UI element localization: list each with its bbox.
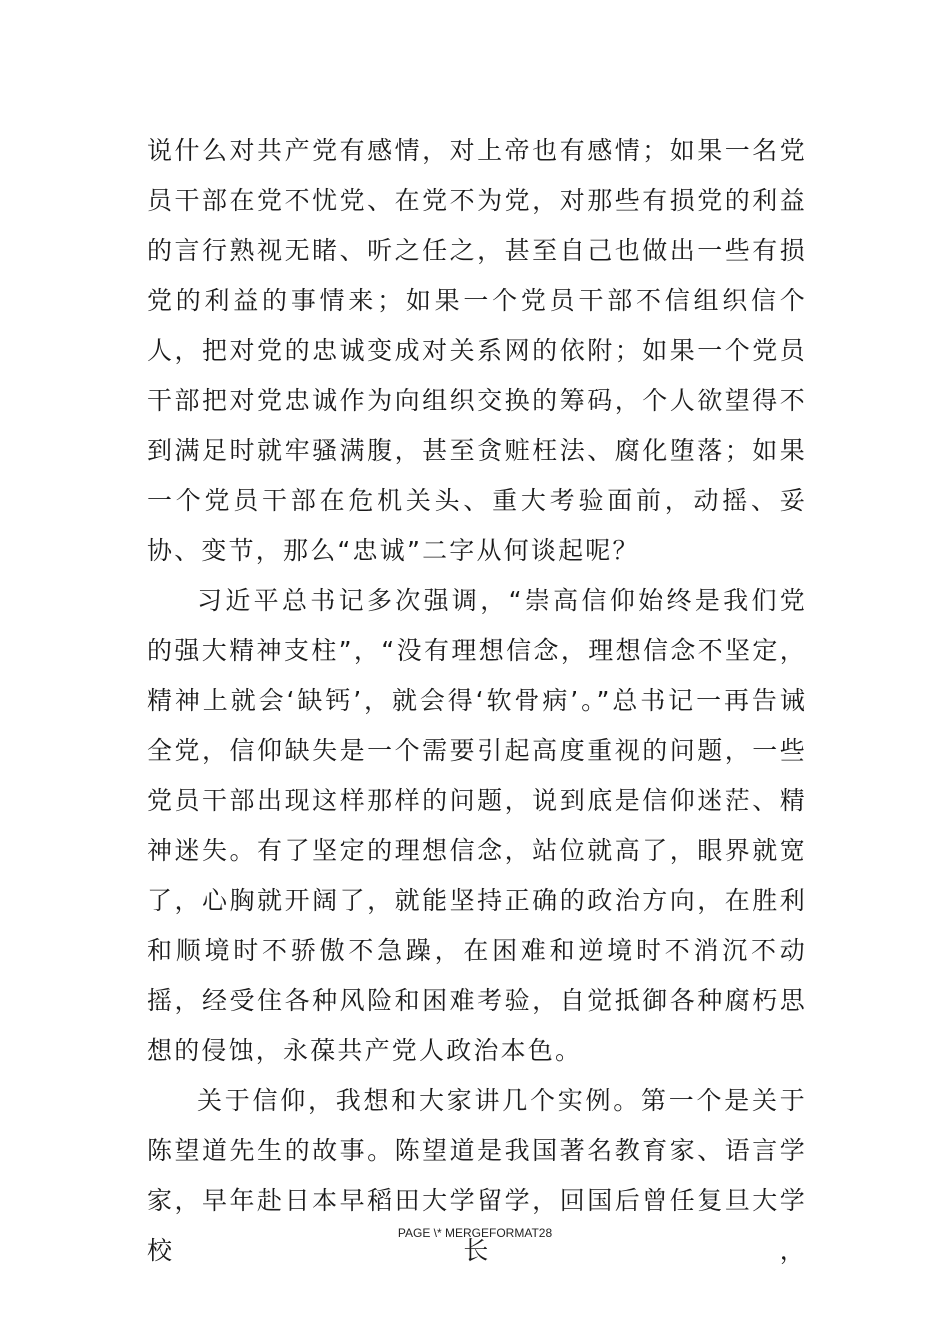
page-footer: PAGE \* MERGEFORMAT28 [397,1226,553,1240]
paragraph-3: 关于信仰，我想和大家讲几个实例。第一个是关于陈望道先生的故事。陈望道是我国著名教育家、语言学家，早年赴日本早稻田大学留学，回国后曾任复旦大学校长， [147,1086,807,1265]
body-text [147,126,807,1276]
paragraph-2: 习近平总书记多次强调，“崇高信仰始终是我们党的强大精神支柱”，“没有理想信念，理想信念不坚定，精神上就会‘缺钙’，就会得‘软骨病’。”总书记一再告诫全党，信仰缺失是一个需要引起高度重视的问题，一些党员干部出现这样那样的问题，说到底是信仰迷茫、精神迷失。有了坚定的理想信念，站位就高了，眼界就宽了，心胸就开阔了，就能坚持正确的政治方向，在胜利和顺境时不骄傲不急躁，在困难和逆境时不消沉不动摇，经受住各种风险和困难考验，自觉抵御各种腐朽思想的侵蚀，永葆共产党人政治本色。 [147,586,807,1065]
paragraph-1: 说什么对共产党有感情，对上帝也有感情；如果一名党员干部在党不忧党、在党不为党，对那些有损党的利益的言行熟视无睹、听之任之，甚至自己也做出一些有损党的利益的事情来；如果一个党员干部不信组织信个人，把对党的忠诚变成对关系网的依附；如果一个党员干部把对党忠诚作为向组织交换的筹码，个人欲望得不到满足时就牢骚满腹，甚至贪赃枉法、腐化堕落；如果一个党员干部在危机关头、重大考验面前，动摇、妥协、变节，那么“忠诚”二字从何谈起呢？ [147,136,807,565]
